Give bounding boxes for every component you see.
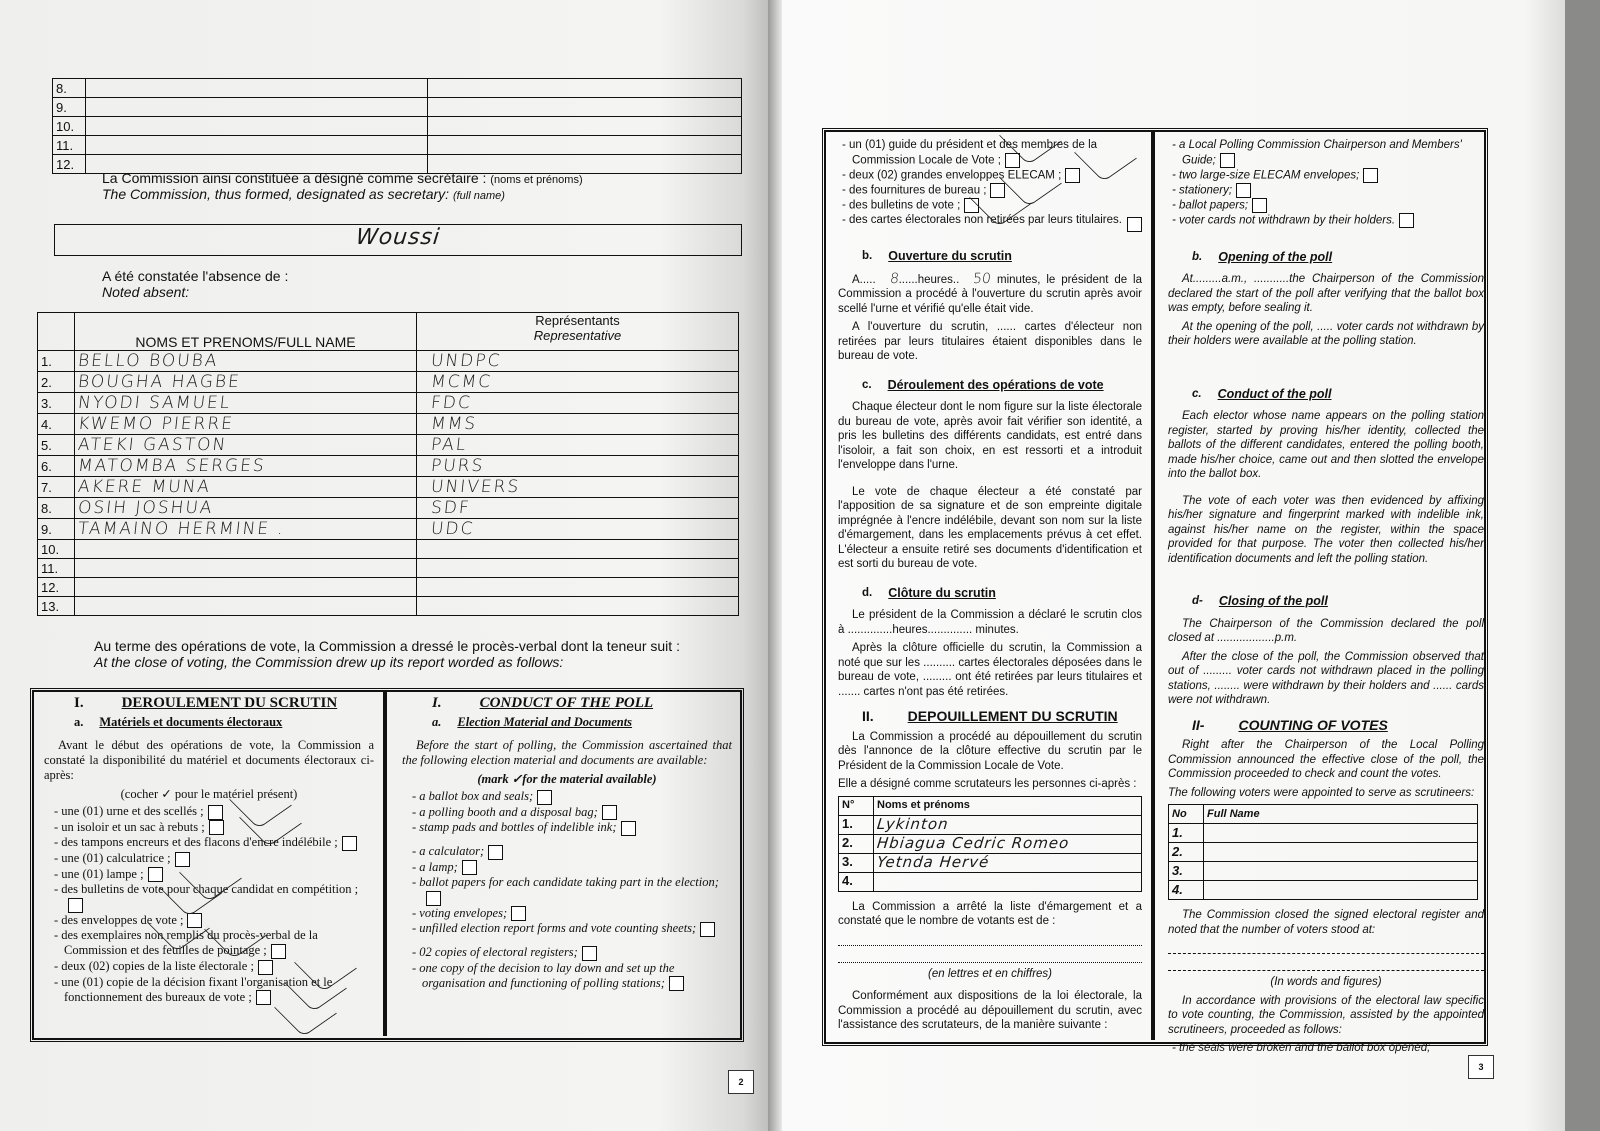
list-item: - a polling booth and a disposal bag;	[412, 805, 732, 821]
page-number: 3	[1468, 1055, 1494, 1079]
checkbox[interactable]	[209, 820, 224, 835]
list-item: - ballot papers for each candidate taking part in the election;	[412, 875, 732, 906]
list-item: - deux (02) grandes enveloppes ELECAM ;	[842, 168, 1142, 183]
material-checklist-en	[402, 789, 732, 991]
list-item: - des exemplaires non remplis du procès-verbal de la Commission et des feuilles de pointage ;	[54, 928, 374, 959]
right-en-column: - a Local Polling Commission Chairperson and Members' Guide; - two large-size ELECAM envelopes; - stationery; - ballot papers; - voter cards not withdrawn by their holders. b. Opening of the poll At.........a.m., ...........the Chairperson of the Commission declared the start of the poll after verifying that the ballot box was empty, before sealing it. At the opening of the poll, ..... voter cards not withdrawn by their holders were available at the polling station. c. Conduct of the poll Each elector whose name appears on the polling station register, started by proving his/her identity, collected the ballots of the different candidates, entered the polling booth, made his/her choice, came out and then slotted the envelope into the ballot box. The vote of each voter was then evidenced by affixing his/her signature and fingerprint marked with indelible ink, against his/her name on the register, within the space provided for that purpose. The voter then collected his/her identification documents and left the polling station. d- Closing of the poll The Chairperson of the Commission declared the poll closed at ..................p.m. After the close of the poll, the Commission observed that out of ......... voter cards not withdrawn placed in the polling stations, ........ were withdrawn by their holders and ...... cards were not withdrawn. II- COUNTING OF VOTES Right after the Chairperson of the Local Polling Commission announced the effective close of the poll, the Commission proceeded to check and count the votes. The following voters were appointed to serve as scrutineers: No Full Name 1. 2. 3. 4. The Commission closed the signed electoral register and noted that the number of voters stood at: (In words and figures) In accordance with provisions of the electoral law specific to vote counting, the Commission, assisted by the appointed scrutineers, proceeded as follows: - the seals were broken and the ballot box opened;	[1158, 130, 1494, 1062]
checkbox[interactable]	[208, 805, 223, 820]
scrutineers-table-fr: N° Noms et prénoms 1. Lykinton 2. Hbiagua Cedric Romeo 3. Yetnda Hervé 4.	[838, 796, 1142, 892]
table-row: 4. KWEMO PIERRE MMS	[38, 414, 739, 435]
page-edge	[1565, 0, 1600, 1131]
checkbox[interactable]	[256, 990, 271, 1005]
table-row: 1. BELLO BOUBA UNDPC	[38, 351, 739, 372]
col-header-name: NOMS ET PRENOMS/FULL NAME	[75, 313, 417, 351]
scrutineers-table-en: No Full Name 1. 2. 3. 4.	[1168, 804, 1478, 900]
right-fr-column: - un (01) guide du président et des membres de la Commission Locale de Vote ; - deux (02) grandes enveloppes ELECAM ; - des fournitures de bureau ; - des bulletins de vote ; - des cartes électorales non retirées par leurs titulaires. b. Ouverture du scrutin A..... 8......heures.. 50 minutes, le président de la Commission a procédé à l'ouverture du scrutin après avoir scellé l'urne et vérifié qu'elle était vide. A l'ouverture du scrutin, ...... cartes d'électeur non retirées par leurs titulaires étaient disponibles dans le bureau de vote. c. Déroulement des opérations de vote Chaque électeur dont le nom figure sur la liste électorale du bureau de vote, après avoir fait vérifier son identité, a pris les bulletins des différents candidats, est entré dans l'isoloir, a fait son choix, en est ressorti et a introduit l'enveloppe dans l'urne. Le vote de chaque électeur a été constaté par l'apposition de sa signature et de son empreinte digitale imprégnée à l'encre indélébile, devant son nom sur la liste d'émargement, dans les emplacements prévus à cet effet. L'électeur a ensuite retiré ses documents d'identification et est sorti du bureau de vote. d. Clôture du scrutin Le président de la Commission a déclaré le scrutin clos à ..............heures.............. minutes. Après la clôture officielle du scrutin, la Commission a noté que sur les .......... cartes électorales déposées dans le bureau de vote, ......... ont été retirées par leurs titulaires et ....... cartes n'ont pas été retirées. II. DEPOUILLEMENT DU SCRUTIN La Commission a procédé au dépouillement du scrutin dès l'annonce de la clôture effective du scrutin par le Président de la Commission Locale de Vote. Elle a désigné comme scrutateurs les personnes ci-après : N° Noms et prénoms 1. Lykinton 2. Hbiagua Cedric Romeo 3. Yetnda Hervé 4. La Commission a arrêté la liste d'émargement et a constaté que le nombre de votants est de : (en lettres et en chiffres) Conformément aux dispositions de la loi électorale, la Commission a procédé au dépouillement du scrutin, avec l'assistance des scrutateurs, de la manière suivante :	[828, 130, 1152, 1043]
page-number: 2	[728, 1070, 754, 1094]
checkbox[interactable]	[148, 867, 163, 882]
material-checklist-en-cont	[1168, 138, 1484, 228]
checkbox[interactable]	[175, 852, 190, 867]
closing-statement: Au terme des opérations de vote, la Commission a dressé le procès-verbal dont la teneur suit : At the close of voting, the Commission drew up its report worded as follows:	[94, 638, 680, 670]
list-item: - des bulletins de vote ;	[842, 198, 1142, 213]
checkbox[interactable]	[1236, 183, 1251, 198]
table-row: 10.	[38, 540, 739, 559]
list-item: - une (01) copie de la décision fixant l'organisation et le fonctionnement des bureaux de vote ;	[54, 975, 374, 1006]
table-row: 4.	[839, 872, 1142, 891]
section-i-en: I. CONDUCT OF THE POLL a. Election Material and Documents Before the start of polling, the Commission ascertained that the following election material and documents are available: (mark ✓for the material available) - a ballot box and seals; - a polling booth and a disposal bag; - stamp pads and bottles of indelible ink; - a calculator; - a lamp; - ballot papers for each candidate taking part in the election; - voting envelopes; - unfilled election report forms and vote counting sheets; - 02 copies of electoral registers; - one copy of the decision to lay down and set up the organisation and functioning of polling stations;	[392, 690, 742, 997]
list-item: - une (01) lampe ;	[54, 867, 374, 883]
checkbox[interactable]	[426, 891, 441, 906]
section-i-fr: I. DEROULEMENT DU SCRUTIN a. Matériels et documents électoraux Avant le début des opérations de vote, la Commission a constaté la disponibilité du matériel et documents électoraux ci-après: (cocher ✓ pour le matériel présent) - une (01) urne et des scellés ; - un isoloir et un sac à rebuts ; - des tampons encreurs et des flacons d'encre indélébile ; - une (01) calculatrice ; - une (01) lampe ; - des bulletins de vote pour chaque candidat en compétition ; - des enveloppes de vote ; - des exemplaires non remplis du procès-verbal de la Commission et des feuilles de pointage ; - deux (02) copies de la liste électorale ; - une (01) copie de la décision fixant l'organisation et le fonctionnement des bureaux de vote ;	[34, 690, 384, 1011]
list-item: - a ballot box and seals;	[412, 789, 732, 805]
secretary-label: La Commission ainsi constituée a désigné comme secrétaire : (noms et prénoms) The Commission, thus formed, designated as secretary: (full name)	[102, 170, 583, 202]
checkbox[interactable]	[68, 898, 83, 913]
table-row: 9. TAMAINO HERMINE . UDC	[38, 519, 739, 540]
list-item: - des bulletins de vote pour chaque candidat en compétition ;	[54, 882, 374, 913]
table-row: 5. ATEKI GASTON PAL	[38, 435, 739, 456]
list-item: - deux (02) copies de la liste électorale ;	[54, 959, 374, 975]
table-row: 3.	[1169, 862, 1478, 881]
table-row: 1.	[1169, 824, 1478, 843]
list-item: - stamp pads and bottles of indelible ink;	[412, 820, 732, 836]
table-row: 2.	[1169, 843, 1478, 862]
voters-count-field[interactable]	[838, 933, 1142, 946]
absent-table	[37, 312, 739, 616]
table-row: 3. Yetnda Hervé	[839, 853, 1142, 872]
checkbox[interactable]	[488, 845, 503, 860]
list-item: - des cartes électorales non retirées par leurs titulaires.	[842, 213, 1142, 228]
list-item: - a lamp;	[412, 860, 732, 876]
table-row: 11.	[38, 559, 739, 578]
checkbox[interactable]	[602, 805, 617, 820]
checkbox[interactable]	[1252, 198, 1267, 213]
list-item: - des fournitures de bureau ;	[842, 183, 1142, 198]
list-item: - une (01) calculatrice ;	[54, 851, 374, 867]
table-row: 6. MATOMBA SERGES PURS	[38, 456, 739, 477]
table-row: 12.	[38, 578, 739, 597]
list-item: - unfilled election report forms and vote counting sheets;	[412, 921, 732, 937]
table-row: 8. OSIH JOSHUA SDF	[38, 498, 739, 519]
checkbox[interactable]	[271, 944, 286, 959]
list-item: - a calculator;	[412, 844, 732, 860]
checkbox[interactable]	[582, 946, 597, 961]
table-row: 1. Lykinton	[839, 815, 1142, 834]
table-row: 3. NYODI SAMUEL FDC	[38, 393, 739, 414]
table-row: 2. BOUGHA HAGBE MCMC	[38, 372, 739, 393]
list-item: - the seals were broken and the ballot box opened;	[1172, 1041, 1484, 1056]
col-header-representative: Représentants Representative	[417, 313, 739, 351]
checkbox[interactable]	[462, 860, 477, 875]
list-item: - des enveloppes de vote ;	[54, 913, 374, 929]
checkbox[interactable]	[1399, 213, 1414, 228]
opening-minute-field[interactable]: 50	[972, 270, 993, 287]
secretary-field[interactable]: Woussi	[54, 224, 742, 256]
checkbox[interactable]	[700, 922, 715, 937]
checkbox[interactable]	[1065, 168, 1080, 183]
checkbox[interactable]	[537, 790, 552, 805]
list-item: - un (01) guide du président et des membres de la Commission Locale de Vote ;	[842, 138, 1142, 168]
list-item: - 02 copies of electoral registers;	[412, 945, 732, 961]
book-spine	[768, 0, 782, 1131]
table-row: 2. Hbiagua Cedric Romeo	[839, 834, 1142, 853]
table-row: 7. AKERE MUNA UNIVERS	[38, 477, 739, 498]
list-item: - one copy of the decision to lay down and set up the organisation and functioning of polling stations;	[412, 961, 732, 992]
opening-hour-field[interactable]: 8	[888, 270, 900, 287]
voters-count-field[interactable]	[1168, 941, 1484, 954]
list-item: - une (01) urne et des scellés ;	[54, 804, 374, 820]
list-item: - voting envelopes;	[412, 906, 732, 922]
list-item: - voter cards not withdrawn by their holders.	[1172, 213, 1484, 228]
voters-count-field[interactable]	[838, 950, 1142, 963]
list-item: - a Local Polling Commission Chairperson and Members' Guide;	[1172, 138, 1484, 168]
absent-label: A été constatée l'absence de : Noted absent:	[102, 268, 289, 300]
checkbox[interactable]	[621, 821, 636, 836]
checkbox[interactable]	[669, 976, 684, 991]
list-item: - two large-size ELECAM envelopes;	[1172, 168, 1484, 183]
checkbox[interactable]	[1220, 153, 1235, 168]
voters-count-field[interactable]	[1168, 958, 1484, 971]
list-item: - stationery;	[1172, 183, 1484, 198]
checkbox[interactable]	[1127, 217, 1142, 232]
checkbox[interactable]	[258, 960, 273, 975]
checkbox[interactable]	[511, 906, 526, 921]
list-item: - un isoloir et un sac à rebuts ;	[54, 820, 374, 836]
list-item: - ballot papers;	[1172, 198, 1484, 213]
members-table-continued: 8. 9. 10. 11. 12.	[52, 78, 742, 174]
checkbox[interactable]	[342, 836, 357, 851]
checkbox[interactable]	[1363, 168, 1378, 183]
table-row: 4.	[1169, 881, 1478, 900]
table-row: 13.	[38, 597, 739, 616]
list-item: - des tampons encreurs et des flacons d'encre indélébile ;	[54, 835, 374, 851]
